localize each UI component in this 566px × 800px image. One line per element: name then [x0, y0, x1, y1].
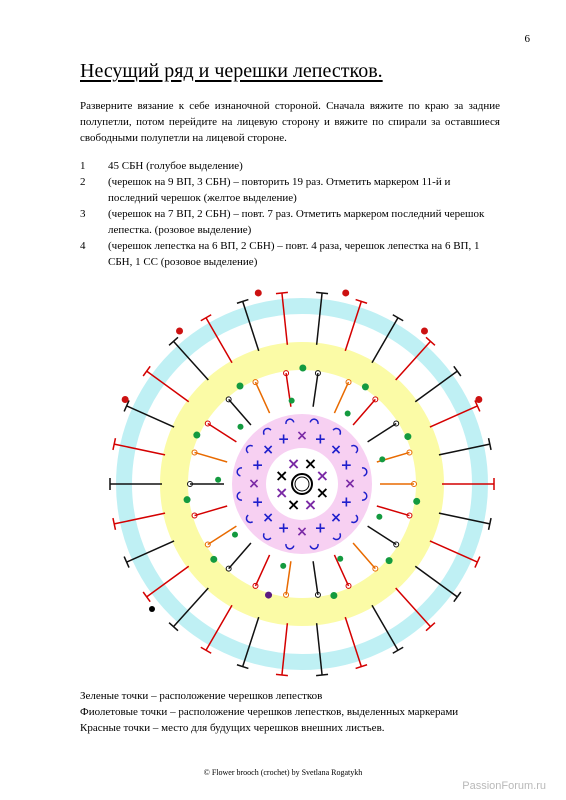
stitch-stem: [313, 561, 318, 595]
marker-dot: [289, 398, 295, 404]
stitch-sc: ×: [296, 524, 308, 540]
marker-dot: [379, 456, 385, 462]
step-number: 1: [80, 160, 86, 172]
stitch-top: [393, 647, 403, 653]
step-item: [80, 174, 500, 206]
copyright-footer: © Flower brooch (crochet) by Svetlana Rogatykh: [203, 768, 363, 777]
marker-dot: [210, 556, 217, 563]
stitch-top: [276, 292, 288, 293]
watermark: PassionForum.ru: [462, 780, 546, 792]
stitch-sc: ×: [303, 494, 318, 514]
step-number: 3: [80, 208, 86, 220]
legend-red-dots: Красные точки – место для будущих черешков внешних листьев.: [80, 722, 385, 734]
stitch-stem: [353, 399, 375, 425]
marker-dot-red: [475, 396, 482, 403]
stitch-sc: ×: [286, 494, 301, 514]
stitch-sc: ×: [248, 476, 260, 492]
marker-dot: [386, 557, 393, 564]
legend-green-dots: Зеленые точки – расположение черешков лепестков: [80, 690, 323, 702]
stitch-top: [143, 366, 150, 376]
legend-violet-dots: Фиолетовые точки – расположение черешков лепестков, выделенных маркерами: [80, 706, 459, 718]
stitch-top: [316, 292, 328, 293]
steps-list: [80, 158, 500, 270]
page-number: 6: [524, 33, 530, 45]
marker-dot: [215, 477, 221, 483]
marker-dot-red: [122, 396, 129, 403]
marker-dot: [376, 514, 382, 520]
stitch-stem: [208, 423, 237, 441]
stitch-sc: ×: [274, 466, 289, 486]
stitch-stem: [368, 526, 397, 544]
stitch-stem: [229, 399, 251, 425]
marker-dot: [280, 563, 286, 569]
stitch-sc: ×: [315, 482, 330, 502]
step-item: [80, 238, 500, 270]
marker-dot: [237, 424, 243, 430]
stitch-sc: ×: [344, 476, 356, 492]
marker-dot: [193, 432, 200, 439]
stitch-stem: [195, 452, 228, 462]
stitch-stem: [255, 382, 269, 413]
stitch-top: [276, 674, 288, 675]
stitch-top: [454, 366, 461, 376]
stitch-sc: ×: [262, 509, 274, 526]
stitch-sc: +: [314, 520, 327, 537]
stitch-sc: +: [251, 457, 264, 474]
stitch-stem: [334, 382, 348, 413]
stitch-top: [454, 592, 461, 602]
step-text: (черешок на 7 ВП, 2 СБН) – повт. 7 раз. Отметить маркером последний черешок лепестка. (розовое выделение): [108, 208, 485, 236]
step-item: [80, 158, 500, 174]
stitch-stem: [353, 543, 375, 569]
marker-dot: [345, 410, 351, 416]
stitch-sc: +: [340, 494, 353, 511]
marker-dot: [232, 532, 238, 538]
marker-dot-red: [342, 289, 349, 296]
intro-paragraph: Разверните вязание к себе изнаночной стороной. Сначала вяжите по краю за задние полупетли, потом перейдите на лицевую сторону и вяжите по спирали за оставшиеся свободными полупетли на лицевой стороне.: [80, 100, 500, 144]
stitch-sc: ×: [296, 428, 308, 444]
marker-dot-red: [255, 289, 262, 296]
stitch-sc: +: [277, 431, 290, 448]
legend: [80, 688, 458, 736]
stitch-sc: +: [340, 457, 353, 474]
crochet-diagram: [100, 282, 504, 686]
stitch-sc: ×: [315, 466, 330, 486]
marker-dot-red: [421, 327, 428, 334]
stitch-stem: [229, 543, 251, 569]
marker-dot: [330, 592, 337, 599]
stitch-sc: ×: [330, 509, 342, 526]
stitch-sc: ×: [303, 454, 318, 474]
stitch-sc: +: [251, 494, 264, 511]
marker-dot: [184, 496, 191, 503]
marker-dot: [265, 592, 272, 599]
stitch-top: [201, 647, 211, 653]
stitch-top: [316, 674, 328, 675]
stitch-sc: ×: [274, 482, 289, 502]
stitch-stem: [313, 373, 318, 407]
step-item: [80, 206, 500, 238]
step-text: (черешок лепестка на 6 ВП, 2 СБН) – повт. 4 раза, черешок лепестка на 6 ВП, 1 СБН, 1 СС (розовое выделение): [108, 240, 480, 268]
stitch-top: [143, 592, 150, 602]
step-text: 45 СБН (голубое выделение): [108, 160, 243, 172]
start-dot: [149, 606, 155, 612]
stitch-stem: [377, 506, 410, 516]
step-number: 2: [80, 176, 86, 188]
stitch-stem: [195, 506, 228, 516]
stitch-sc: +: [314, 431, 327, 448]
stitch-sc: ×: [330, 442, 342, 459]
stitch-top: [393, 315, 403, 321]
stitch-stem: [368, 423, 397, 441]
step-text: (черешок на 9 ВП, 3 СБН) – повторить 19 раз. Отметить маркером 11-й и последний черешок (желтое выделение): [108, 176, 451, 204]
marker-dot: [362, 383, 369, 390]
marker-dot: [337, 556, 343, 562]
stitch-sc: +: [277, 520, 290, 537]
stitch-sc: ×: [262, 442, 274, 459]
step-number: 4: [80, 240, 86, 252]
stitch-sc: ×: [286, 454, 301, 474]
stitch-top: [201, 315, 211, 321]
section-title: Несущий ряд и черешки лепестков.: [80, 60, 383, 82]
marker-dot: [236, 382, 243, 389]
stitch-stem: [286, 561, 291, 595]
marker-dot: [404, 433, 411, 440]
marker-dot: [299, 365, 306, 372]
stitch-stem: [255, 555, 269, 586]
marker-dot: [413, 498, 420, 505]
marker-dot-red: [176, 327, 183, 334]
